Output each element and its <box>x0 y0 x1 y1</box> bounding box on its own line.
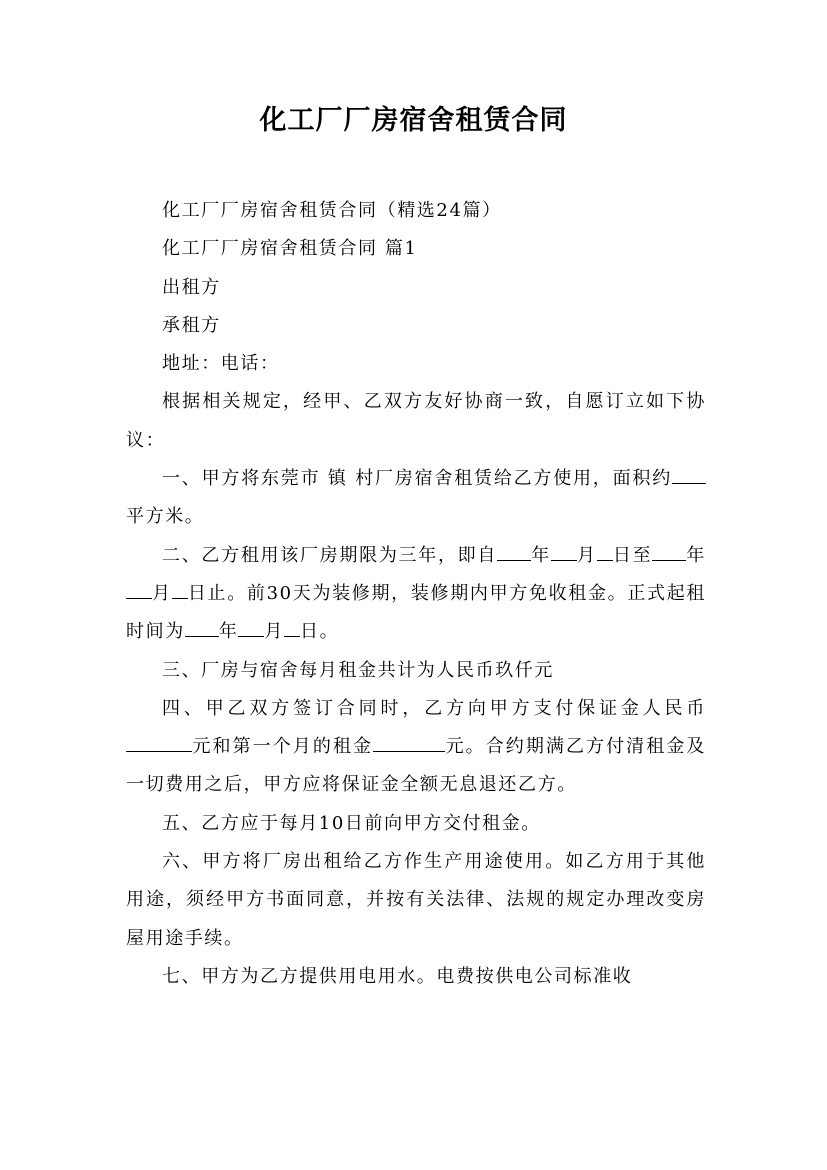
start-day-blank <box>597 542 613 561</box>
document-title: 化工厂厂房宿舍租赁合同 <box>259 105 568 136</box>
clause-3: 三、厂房与宿舍每月租金共计为人民币玖仟元 <box>162 659 554 681</box>
clause-1: 一、甲方将东莞市 镇 村厂房宿舍租赁给乙方使用，面积约平方米。 <box>126 460 706 537</box>
start-month-blank <box>551 542 577 561</box>
clause-2: 二、乙方租用该厂房期限为三年，即自 年 月 日至 年月 日止。前30天为装修期，装修期内甲方免收租金。正式起租时间为 年 月 日。 <box>126 537 706 652</box>
address-phone-line: 地址：电话： <box>162 353 280 375</box>
lessor-line: 出租方 <box>162 276 221 298</box>
document-body <box>126 192 706 996</box>
end-year-blank <box>652 542 686 561</box>
first-rent-blank <box>373 733 445 752</box>
lessee-line: 承租方 <box>162 314 221 336</box>
end-month-blank <box>126 580 152 599</box>
rent-start-month-blank <box>238 618 264 637</box>
section-heading: 化工厂厂房宿舍租赁合同 篇1 <box>162 238 418 260</box>
area-blank <box>672 465 706 484</box>
end-day-blank <box>172 580 188 599</box>
clause-6: 六、甲方将厂房出租给乙方作生产用途使用。如乙方用于其他用途，须经甲方书面同意，并按有关法律、法规的规定办理改变房屋用途手续。 <box>126 851 706 949</box>
clause-5: 五、乙方应于每月10日前向甲方交付租金。 <box>162 812 541 834</box>
clause-4: 四、甲乙双方签订合同时，乙方向甲方支付保证金人民币元和第一个月的租金 元。合约期满乙方付清租金及一切费用之后，甲方应将保证金全额无息退还乙方。 <box>126 697 706 796</box>
rent-start-year-blank <box>185 618 219 637</box>
deposit-blank <box>126 733 192 752</box>
start-year-blank <box>497 542 531 561</box>
preamble-paragraph: 根据相关规定，经甲、乙双方友好协商一致，自愿订立如下协议： <box>126 391 706 451</box>
collection-title: 化工厂厂房宿舍租赁合同（精选24篇） <box>162 200 502 221</box>
clause-7: 七、甲方为乙方提供用电用水。电费按供电公司标准收 <box>162 965 633 987</box>
rent-start-day-blank <box>284 618 300 637</box>
